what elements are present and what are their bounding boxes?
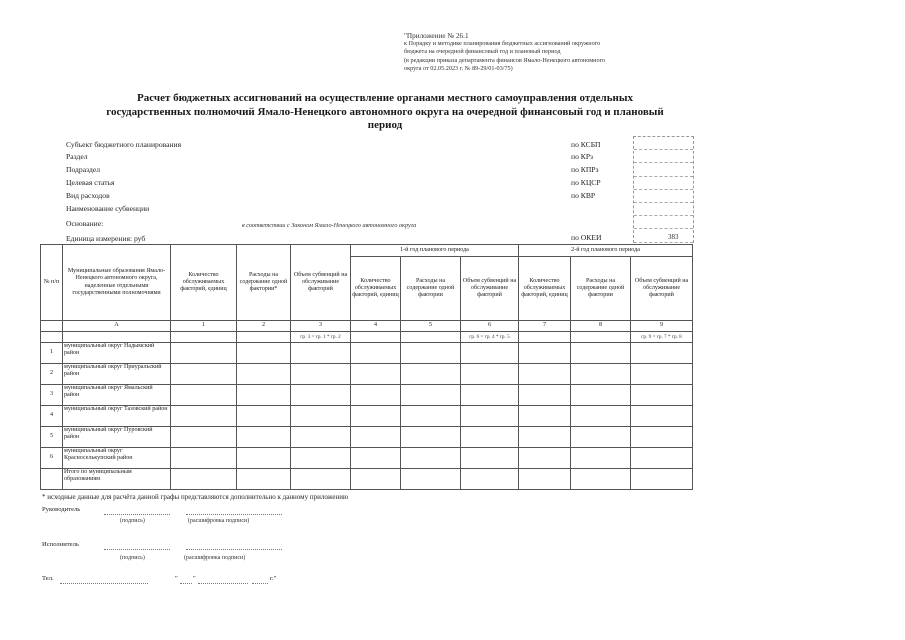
okei-value: 383	[668, 233, 679, 241]
head-sign-line	[104, 514, 170, 515]
date-month-line	[198, 583, 248, 584]
title-line: период	[367, 119, 403, 131]
meta-subject: Субъект бюджетного планирования	[66, 140, 182, 149]
code-krz: по КРз	[571, 152, 594, 161]
meta-expense-type: Вид расходов	[66, 191, 110, 200]
row-name: муниципальный округ Пуровский район	[63, 427, 171, 448]
code-okei: по ОКЕИ	[571, 233, 602, 242]
code-kvr: по КВР	[571, 191, 596, 200]
table-row	[41, 364, 693, 385]
index-cell	[41, 321, 63, 332]
meta-subsection: Подраздел	[66, 165, 100, 174]
formula-c3: гр. 3 = гр. 1 * гр. 2	[291, 332, 351, 343]
index-cell: 2	[237, 321, 291, 332]
phone-line	[60, 583, 148, 584]
row-num: 1	[41, 343, 63, 364]
date-quote-open: "	[175, 575, 178, 582]
executor-label: Исполнитель	[42, 541, 79, 548]
appendix-line: "Приложение № 26.1	[404, 32, 469, 40]
row-name: муниципальный округ Красноселькупский район	[63, 448, 171, 469]
row-num: 4	[41, 406, 63, 427]
meta-basis-label: Основание:	[66, 219, 104, 228]
appendix-line: бюджета на очередной финансовый год и плановый период	[404, 48, 561, 56]
table-row	[41, 427, 693, 448]
header-municipality: Муниципальные образования Ямало-Ненецкого автономного округа, наделенные отдельными государственными полномочиями	[63, 245, 171, 321]
header-year2: 2-й год планового периода	[519, 245, 693, 257]
row-num: 5	[41, 427, 63, 448]
head-decode-line	[186, 514, 282, 515]
row-total-name: Итого по муниципальным образованиям	[63, 469, 171, 490]
document-title	[40, 92, 730, 133]
row-num: 3	[41, 385, 63, 406]
appendix-note	[404, 32, 704, 73]
table-row-total	[41, 469, 693, 490]
index-cell: 5	[401, 321, 461, 332]
header-y1-cost: Расходы на содержание одной фактории	[401, 257, 461, 321]
table-row	[41, 385, 693, 406]
phone-label: Тел.	[42, 575, 54, 582]
header-year1: 1-й год планового периода	[351, 245, 519, 257]
head-label: Руководитель	[42, 506, 81, 513]
code-ksbp: по КСБП	[571, 140, 601, 149]
row-num: 2	[41, 364, 63, 385]
row-name: муниципальный округ Надымский район	[63, 343, 171, 364]
code-kprz: по КПРз	[571, 165, 599, 174]
title-line: государственных полномочий Ямало-Ненецкого автономного округа на очередной финансовый год и плановый	[106, 105, 664, 118]
executor-sign-caption: (подпись)	[120, 555, 145, 561]
meta-subvention: Наименование субвенции	[66, 204, 150, 213]
index-cell: 7	[519, 321, 571, 332]
formula-c9: гр. 9 = гр. 7 * гр. 8	[631, 332, 693, 343]
calculation-table	[40, 244, 693, 490]
meta-unit: Единица измерения: руб	[66, 234, 146, 243]
index-cell: 8	[571, 321, 631, 332]
row-name: муниципальный округ Тазовский район	[63, 406, 171, 427]
appendix-line: округа от 02.05.2023 г. № 89-29/01-03/75)	[404, 64, 513, 72]
footnote: * исходные данные для расчёта данной графы представляются дополнительно к данному приложению	[42, 493, 349, 501]
index-cell: 9	[631, 321, 693, 332]
index-cell: 4	[351, 321, 401, 332]
code-kcsr: по КЦСР	[571, 178, 601, 187]
table-row	[41, 406, 693, 427]
header-y1-count: Количество обслуживаемых факторий, единиц	[351, 257, 401, 321]
header-y2-cost: Расходы на содержание одной фактории	[571, 257, 631, 321]
header-num: № п/п	[41, 245, 63, 321]
row-name: муниципальный округ Приуральский район	[63, 364, 171, 385]
index-cell: 6	[461, 321, 519, 332]
index-cell: 3	[291, 321, 351, 332]
appendix-line: к Порядку и методике планирования бюджетных ассигнований окружного	[404, 40, 601, 48]
meta-basis-text: в соответствии с Законом Ямало-Ненецкого автономного округа	[242, 222, 417, 229]
table-row	[41, 448, 693, 469]
index-cell: А	[63, 321, 171, 332]
code-box	[633, 136, 694, 243]
title-line: Расчет бюджетных ассигнований на осуществление органами местного самоуправления отдельных	[137, 92, 633, 104]
appendix-line: (в редакции приказа департамента финансов Ямало-Ненецкого автономного	[404, 56, 606, 64]
executor-decode-line	[186, 549, 282, 550]
header-y1-volume: Объем субвенций на обслуживание факторий	[461, 257, 519, 321]
date-year-line	[252, 583, 268, 584]
meta-section: Раздел	[66, 152, 88, 161]
row-name: муниципальный округ Ямальский район	[63, 385, 171, 406]
table-row	[41, 343, 693, 364]
date-year-suffix: г."	[270, 575, 277, 582]
executor-sign-line	[104, 549, 170, 550]
formula-c6: гр. 6 = гр. 4 * гр. 5	[461, 332, 519, 343]
head-sign-caption: (подпись)	[120, 518, 145, 524]
date-quote-mid: "	[193, 575, 196, 582]
header-y2-volume: Объем субвенций на обслуживание факторий	[631, 257, 693, 321]
index-cell: 1	[171, 321, 237, 332]
meta-target: Целевая статья	[66, 178, 115, 187]
header-volume: Объем субвенций на обслуживание факторий	[291, 245, 351, 321]
row-num: 6	[41, 448, 63, 469]
header-count: Количество обслуживаемых факторий, единиц	[171, 245, 237, 321]
header-y2-count: Количество обслуживаемых факторий, единиц	[519, 257, 571, 321]
executor-decode-caption: (расшифровка подписи)	[184, 555, 246, 561]
header-cost: Расходы на содержание одной фактории*	[237, 245, 291, 321]
date-day-line	[180, 583, 192, 584]
head-decode-caption: (расшифровка подписи)	[188, 518, 250, 524]
